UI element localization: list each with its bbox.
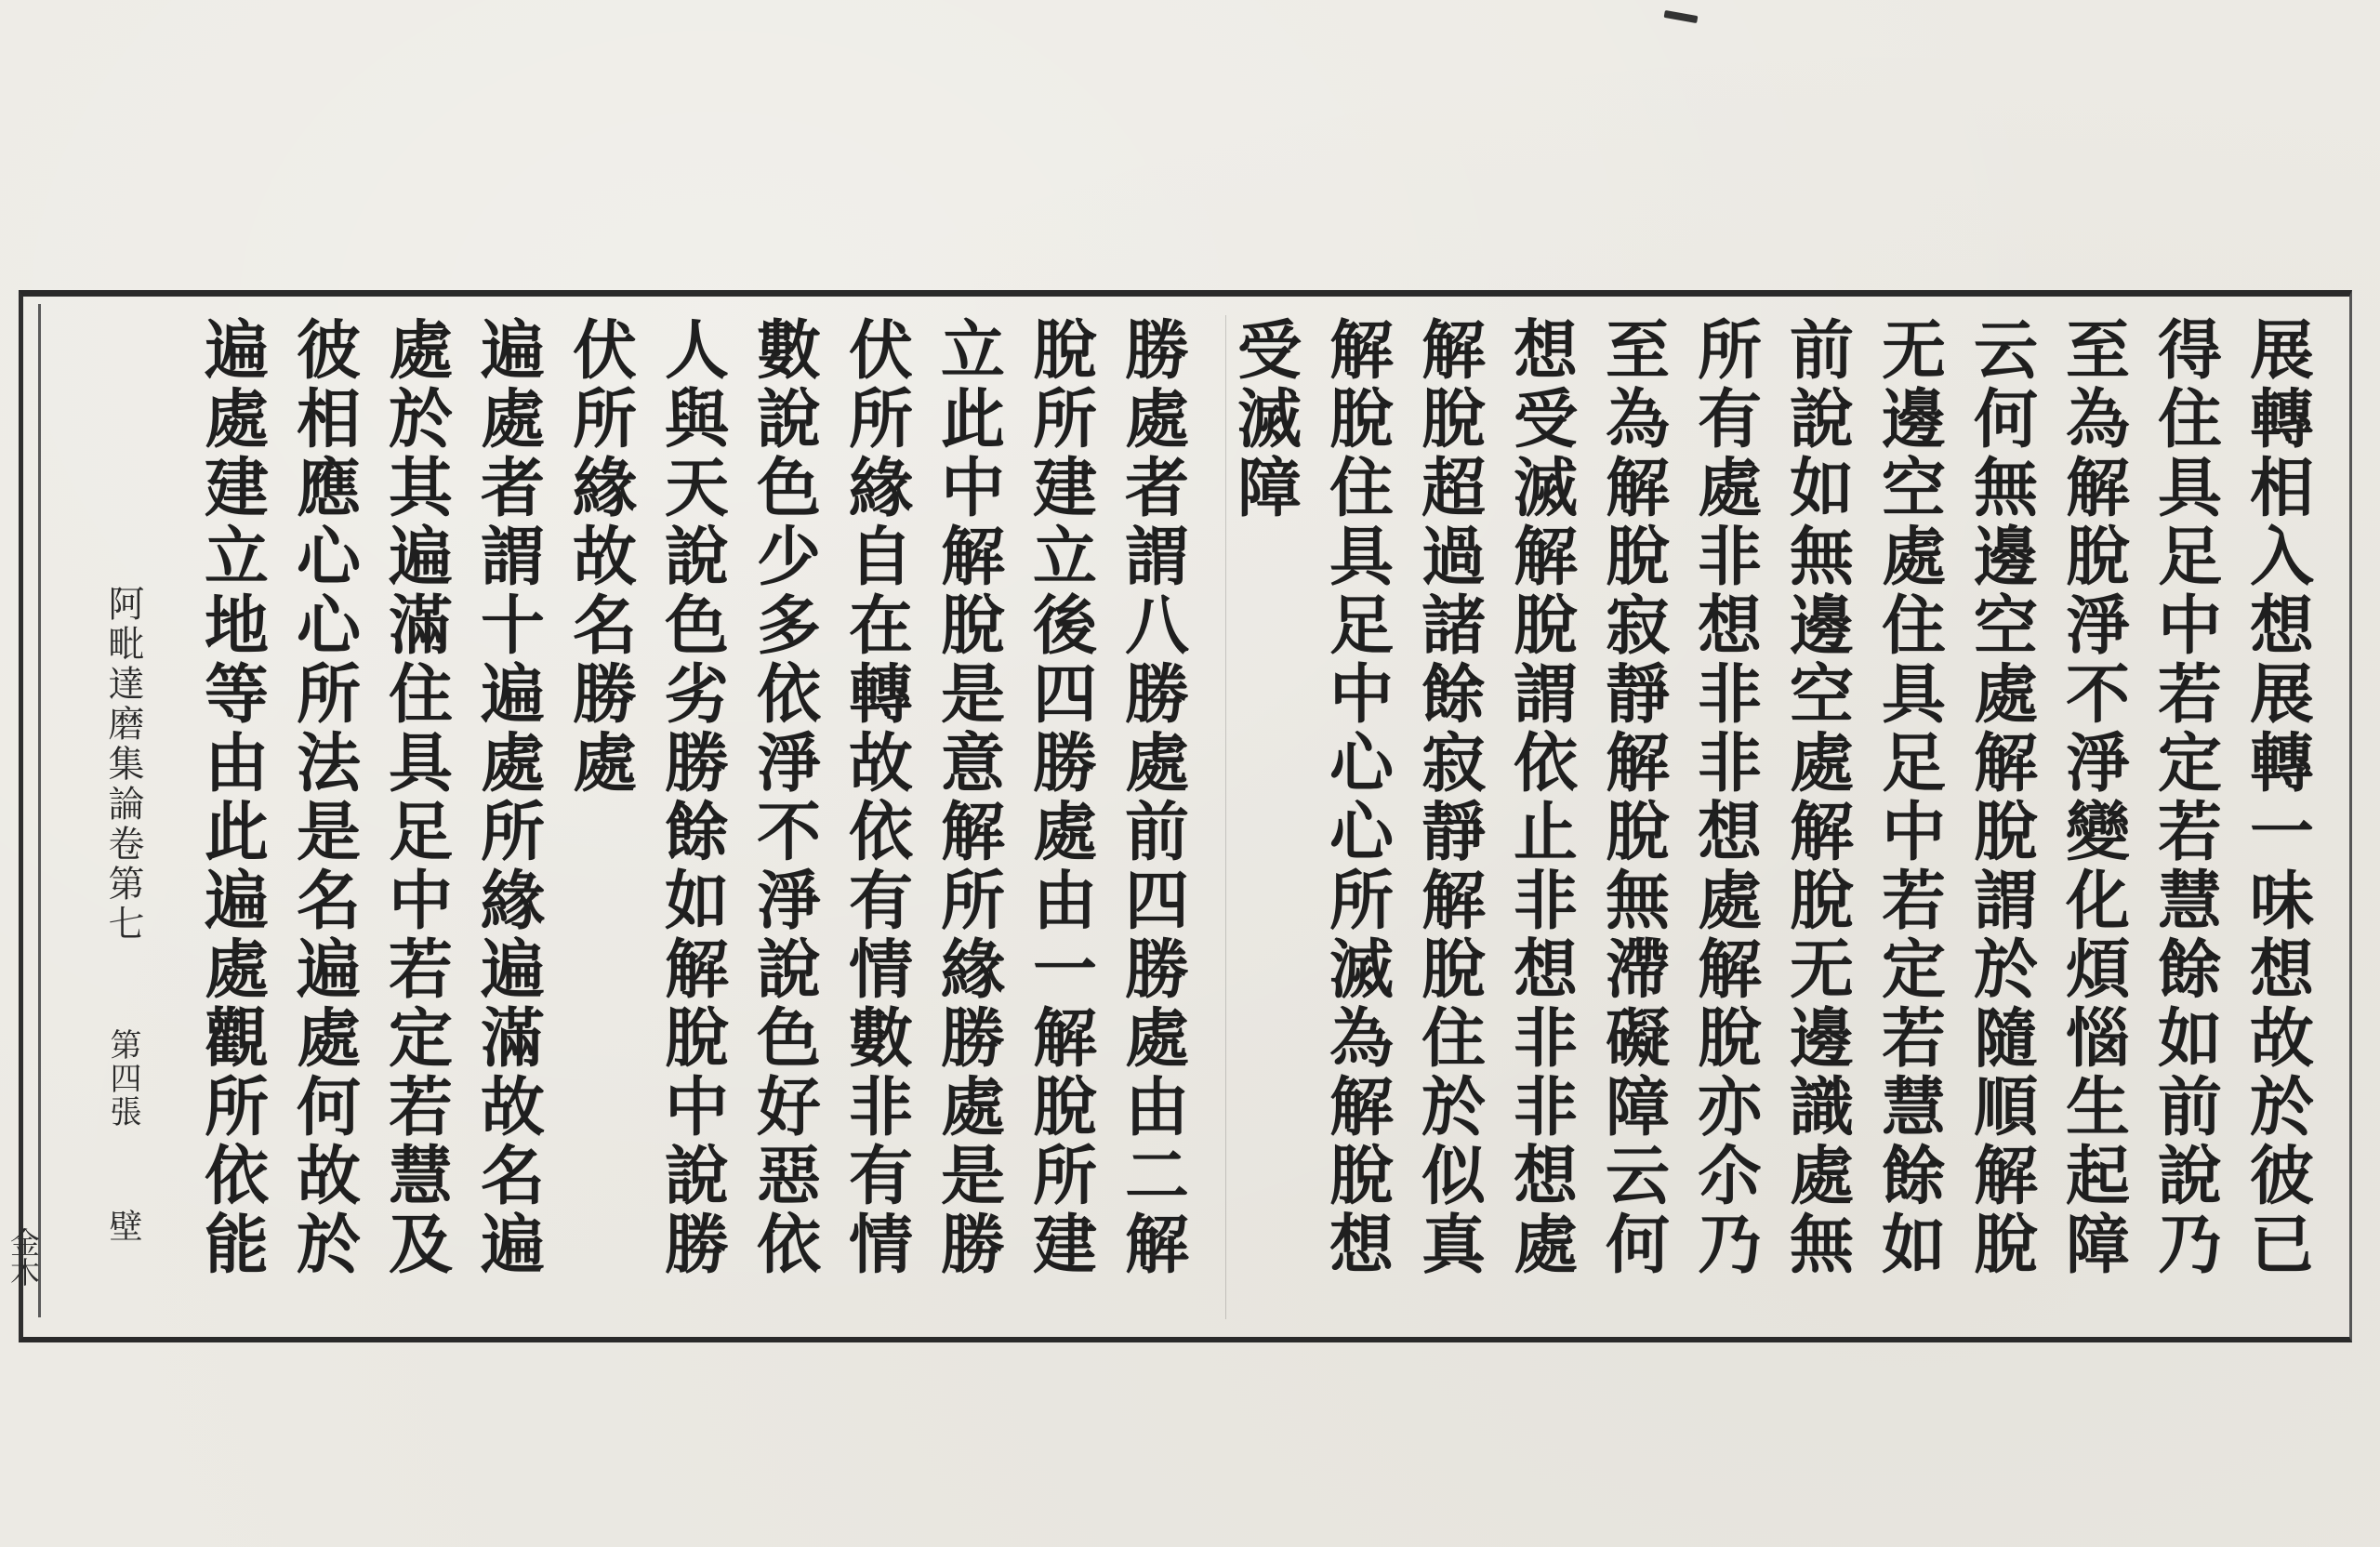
text-column: 伏所緣自在轉故依有情數非有情 xyxy=(838,316,913,1279)
text-column: 處於其遍滿住具足中若定若慧及 xyxy=(377,316,453,1279)
text-column: 想受滅解脫謂依止非想非非想處 xyxy=(1502,316,1578,1279)
colophon xyxy=(90,585,146,1310)
text-column: 脫所建立後四勝處由一解脫所建 xyxy=(1022,316,1097,1279)
text-column: 遍處者謂十遍處所緣遍滿故名遍 xyxy=(469,316,545,1279)
colophon-mark: 壁 xyxy=(104,1209,142,1242)
text-column: 至為解脫寂靜解脫無滯礙障云何 xyxy=(1594,316,1670,1279)
text-column: 无邊空處住具足中若定若慧餘如 xyxy=(1871,316,1946,1279)
text-column: 前說如無邊空處解脫无邊識處無 xyxy=(1778,316,1854,1279)
text-column: 解脫超過諸餘寂靜解脫住於似真 xyxy=(1410,316,1486,1279)
text-column: 得住具足中若定若慧餘如前說乃 xyxy=(2147,316,2222,1279)
text-column: 立此中解脫是意解所緣勝處是勝 xyxy=(930,316,1005,1279)
carver-name: 金木 xyxy=(6,1227,41,1287)
text-column: 所有處非想非非想處解脫亦尒乃 xyxy=(1686,316,1762,1279)
text-column: 數說色少多依淨不淨說色好惡依 xyxy=(746,316,821,1279)
text-column: 云何無邊空處解脫謂於隨順解脫 xyxy=(1963,316,2038,1279)
text-column: 受滅障 xyxy=(1226,316,1302,522)
border-rule xyxy=(38,304,41,1317)
colophon-title: 阿毗達磨集論卷第七 xyxy=(102,585,144,945)
text-column: 勝處者謂八勝處前四勝處由二解 xyxy=(1114,316,1189,1279)
printed-block xyxy=(19,290,2352,1342)
text-column: 人與天說色劣勝餘如解脫中說勝 xyxy=(654,316,729,1279)
text-column: 遍處建立地等由此遍處觀所依能 xyxy=(193,316,269,1279)
ink-mark xyxy=(1664,10,1699,23)
text-column: 解脫住具足中心心所滅為解脫想 xyxy=(1318,316,1394,1279)
text-column: 伏所緣故名勝處 xyxy=(562,316,637,798)
colophon-sheet-number: 第四張 xyxy=(104,1028,141,1129)
text-column: 彼相應心心所法是名遍處何故於 xyxy=(285,316,361,1279)
text-column: 展轉相入想展轉一味想故於彼已 xyxy=(2239,316,2314,1279)
text-column: 至為解脫淨不淨變化煩惱生起障 xyxy=(2055,316,2130,1279)
